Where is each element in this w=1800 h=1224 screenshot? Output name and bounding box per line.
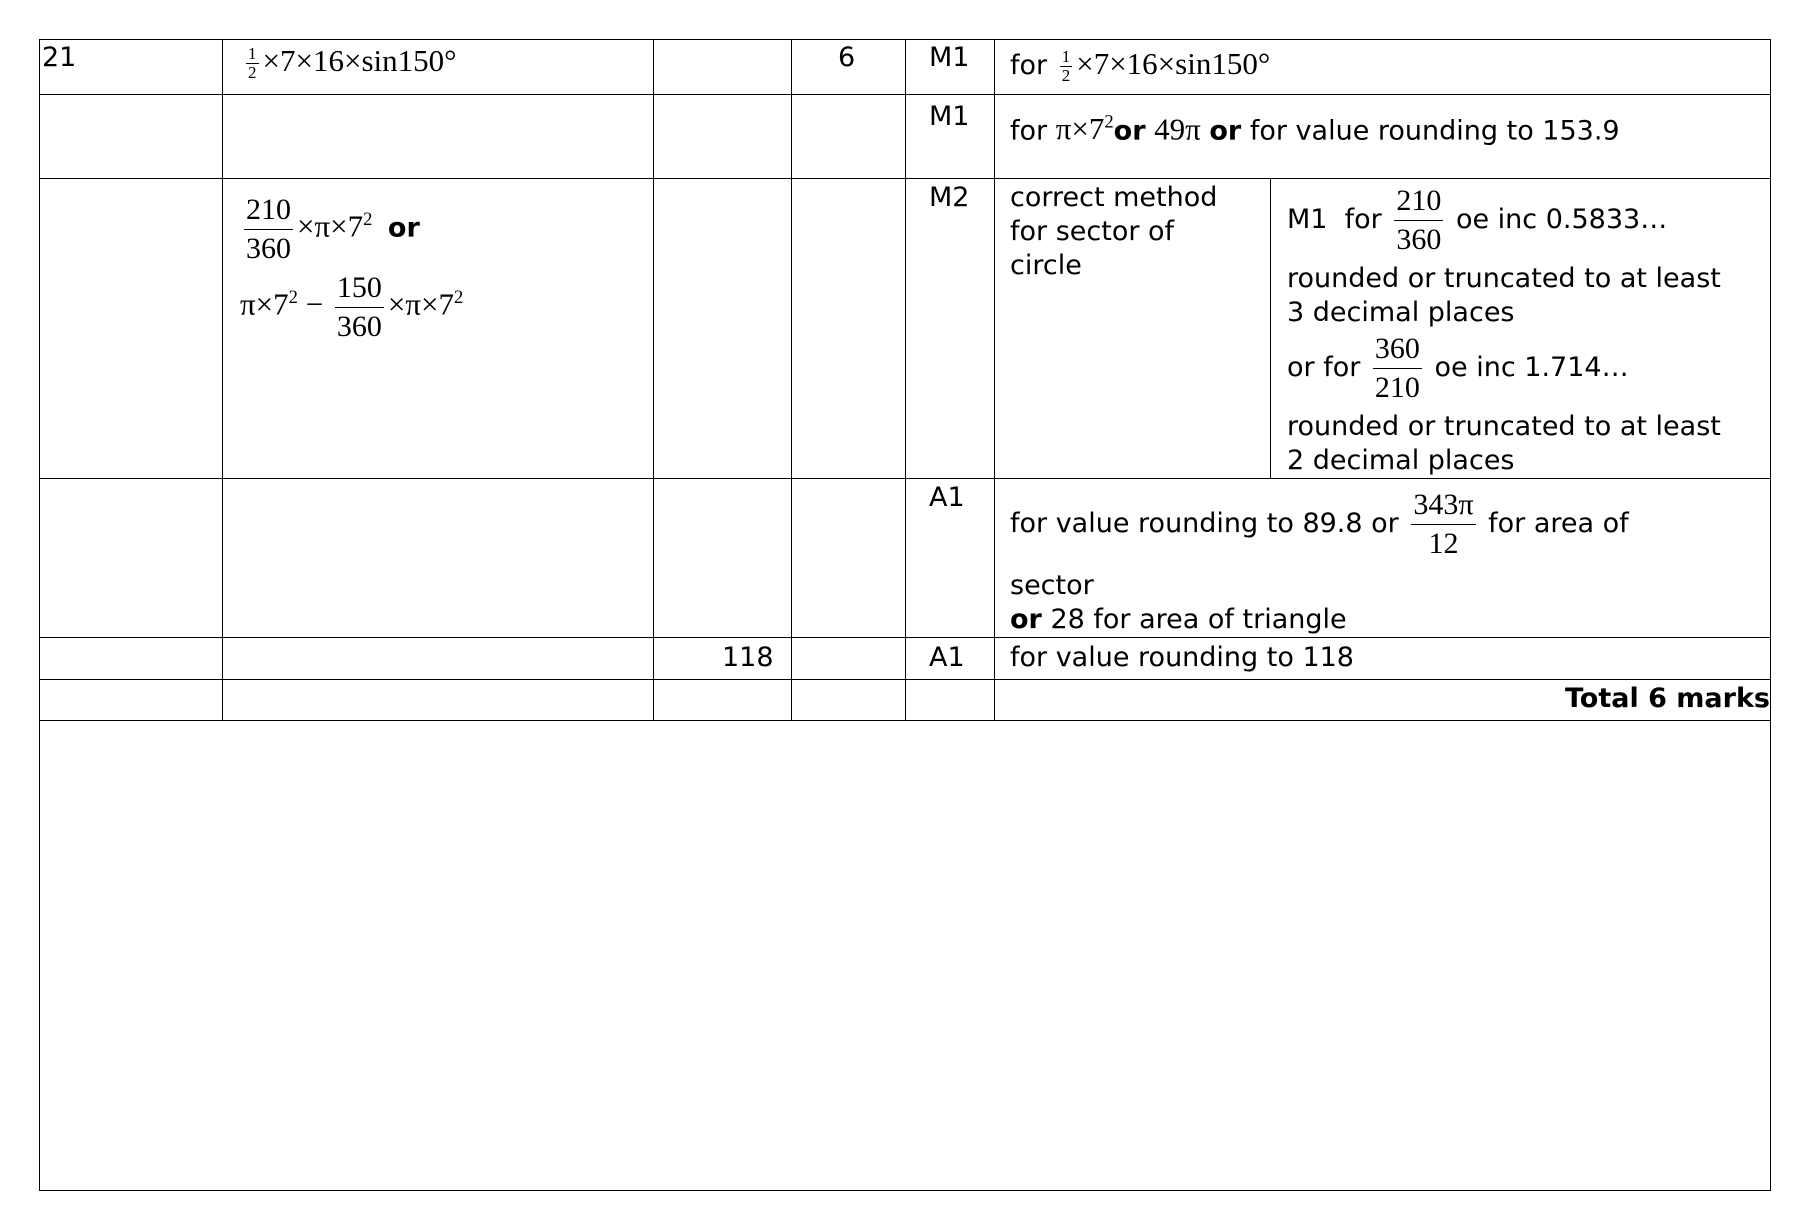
or-keyword: or [1010, 604, 1042, 635]
forty-nine-pi: 49π [1154, 111, 1201, 147]
comment-row2 [1010, 106, 1620, 148]
mark-code-row5: A1 [929, 642, 965, 673]
sub-comment-line6: 2 decimal places [1287, 445, 1515, 476]
fraction-360-210: $\frac{360}{210}$ [1374, 332, 1420, 404]
column-divider [994, 39, 995, 720]
mark-total: 6 [838, 42, 856, 73]
working-row3-line1: $\frac{210}{360}$ $\times\pi\times 7^2$ or [240, 180, 420, 268]
question-number: 21 [42, 42, 77, 73]
mark-code-row1: M1 [929, 42, 970, 73]
comment-row4-line2: sector [1010, 570, 1094, 601]
sub-comment-line5: rounded or truncated to at least [1287, 411, 1721, 442]
row-divider [39, 478, 1771, 479]
comment-row3-line3: circle [1010, 250, 1082, 281]
row-divider [39, 720, 1771, 721]
pi-times-seven-squared: $\pi\times 7^2$ [1055, 111, 1114, 147]
comment-row5: for value rounding to 118 [1010, 642, 1354, 673]
row-divider [39, 679, 1771, 680]
comment-row2-tail: for value rounding to 153.9 [1249, 115, 1620, 147]
or-keyword: or [1209, 115, 1242, 147]
sub-comment-line2: rounded or truncated to at least [1287, 263, 1721, 294]
comment-row4-line1 [1010, 480, 1629, 568]
row-divider [39, 178, 1771, 179]
fraction-half: $\frac{1}{2}$ [1061, 47, 1071, 86]
sub-oe1: oe inc 0.5833… [1455, 204, 1668, 235]
comment-row1 [1010, 47, 1270, 85]
fraction-150-360: $\frac{150}{360}$ [336, 270, 382, 343]
row-divider [39, 637, 1771, 638]
sub-mark-code: M1 [1287, 204, 1328, 235]
column-divider [791, 39, 792, 720]
sub-comment-line4 [1287, 328, 1629, 408]
or-keyword: or [1113, 115, 1146, 147]
sub-oe2: oe inc 1.714… [1434, 352, 1629, 383]
sub-comment-line3: 3 decimal places [1287, 297, 1515, 328]
answer-value: 118 [722, 642, 774, 673]
mark-code-row4: A1 [929, 482, 965, 513]
comment-row2-for: for [1010, 115, 1048, 147]
mark-code-row3: M2 [929, 182, 970, 213]
mark-code-row2: M1 [929, 101, 970, 132]
column-divider [222, 39, 223, 720]
comment-row3-line1: correct method [1010, 182, 1218, 213]
sub-for: for [1344, 204, 1382, 235]
sub-comment-line1 [1287, 180, 1667, 260]
comment-row4-post: for area of [1488, 508, 1629, 539]
column-divider [1270, 178, 1271, 478]
total-marks: Total 6 marks [1564, 683, 1770, 714]
comment-row1-prefix: for [1010, 50, 1048, 81]
comment-row4-line3 [1010, 603, 1347, 637]
row-divider [39, 94, 1771, 95]
comment-row4-pre: for value rounding to 89.8 or [1010, 508, 1399, 539]
working-row3-line2: $\pi\times 7^2$ − $\frac{150}{360}$ $\times\pi\times 7^2$ [240, 258, 463, 346]
working-row1: $\frac{1}{2}$ ×7×16×sin150° [248, 43, 457, 83]
fraction-210-360: $\frac{210}{360}$ [246, 192, 291, 265]
column-divider [905, 39, 906, 720]
fraction-210-360: $\frac{210}{360}$ [1396, 184, 1442, 256]
fraction-343pi-12: $\frac{343\pi}{12}$ [1413, 488, 1474, 560]
comment-row3-line2: for sector of [1010, 216, 1175, 247]
fraction-half: $\frac{1}{2}$ [248, 44, 257, 83]
or-keyword: or [387, 212, 420, 244]
comment-row4-line3-text: 28 for area of triangle [1050, 604, 1347, 635]
sub-or-for: or for [1287, 352, 1361, 383]
column-divider [653, 39, 654, 720]
comment-row1-math: $\frac{1}{2}$ ×7×16×sin150° [1061, 46, 1271, 86]
